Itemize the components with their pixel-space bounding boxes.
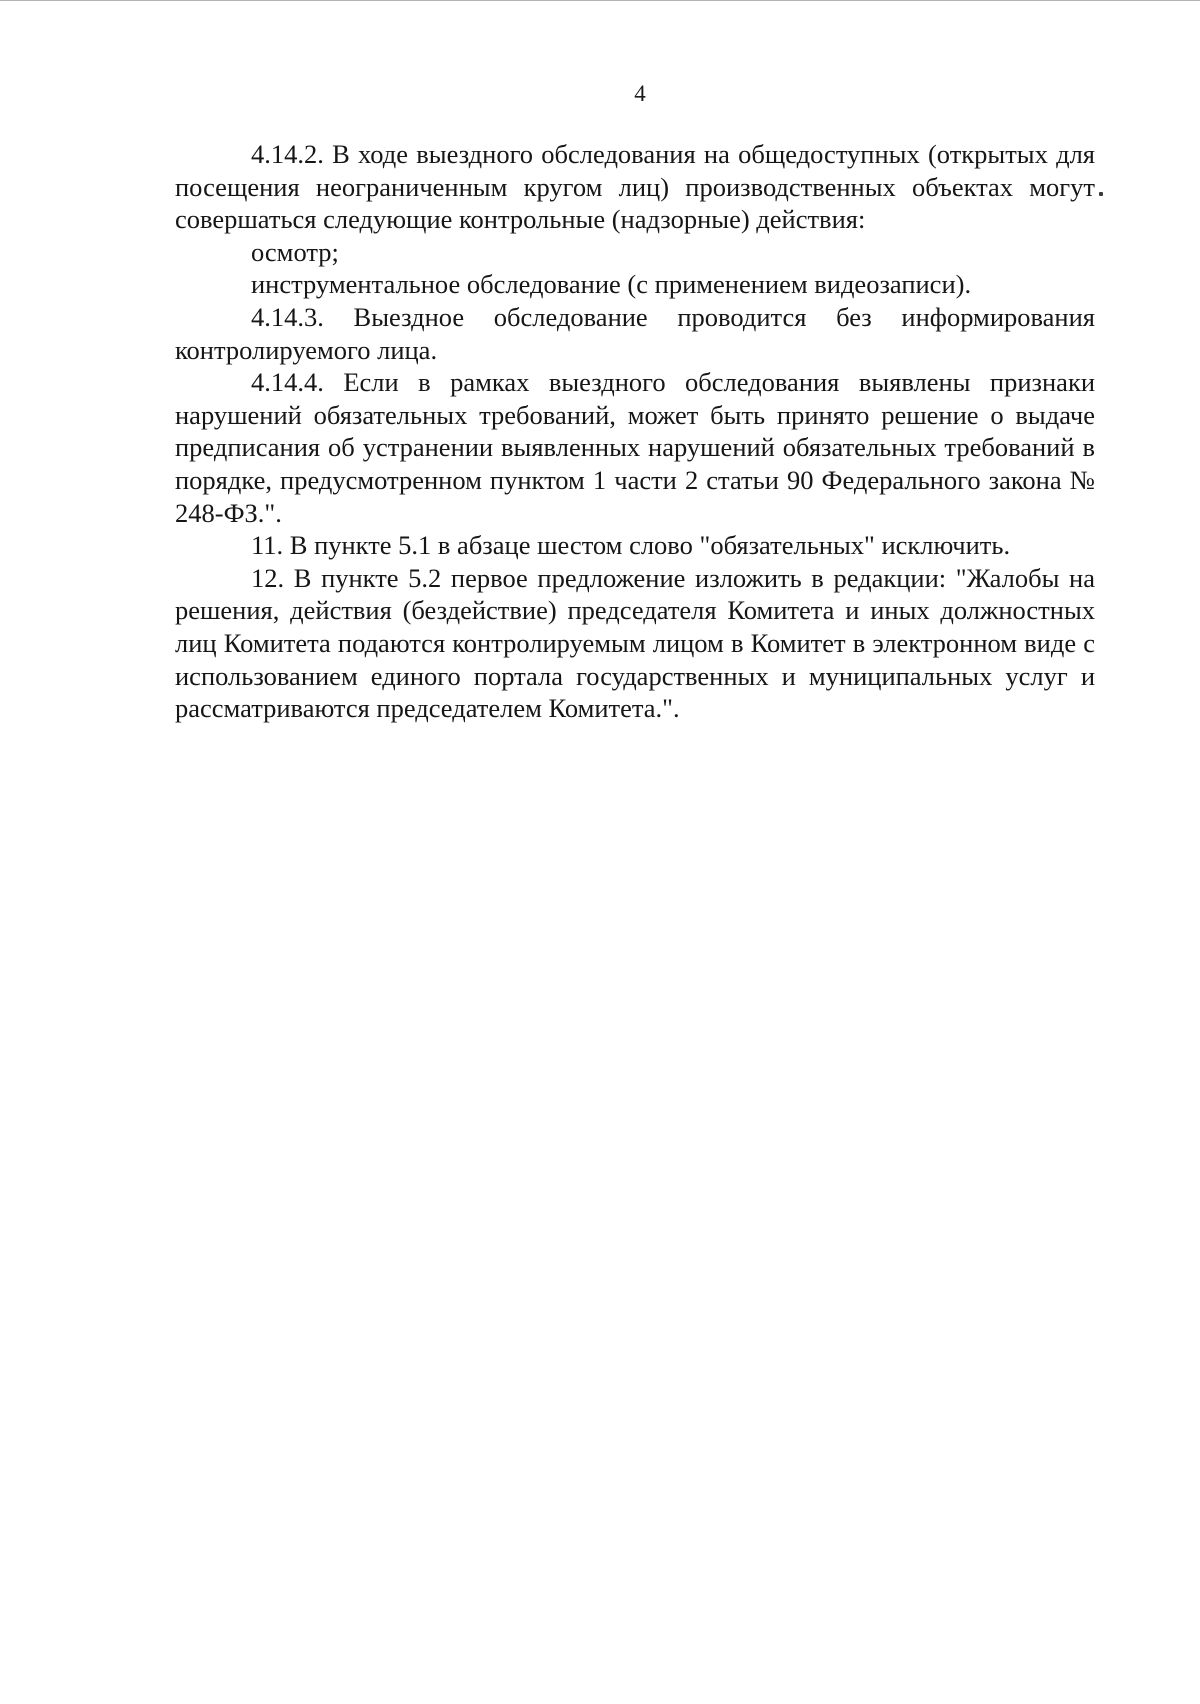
paragraph-4-14-4: 4.14.4. Если в рамках выездного обследования выявлены признаки нарушений обязательных требований, может быть принято решение о выдаче предписания об устранении выявленных нарушений обязательных требований в порядке, предусмотренном пунктом 1 части 2 статьи 90 Федерального закона № 248-ФЗ.".	[175, 367, 1095, 528]
page-number: 4	[634, 81, 646, 106]
paragraph-osmotr: осмотр;	[251, 236, 339, 267]
scan-dot-mark	[1099, 192, 1103, 196]
paragraph-item-11: 11. В пункте 5.1 в абзаце шестом слово "обязательных" исключить.	[251, 530, 1011, 561]
paragraph-item-12: 12. В пункте 5.2 первое предложение изложить в редакции: "Жалобы на решения, действия (бездействие) председателя Комитета и иных должностных лиц Комитета подаются контролируемым лицом в Комитет в электронном виде с использованием единого портала государственных и муниципальных услуг и рассматриваются председателем Комитета.".	[175, 562, 1095, 724]
document-body	[175, 138, 1095, 725]
paragraph-instrumental-survey: инструментальное обследование (с применением видеозаписи).	[251, 269, 972, 300]
paragraph-4-14-3: 4.14.3. Выездное обследование проводится без информирования контролируемого лица.	[175, 301, 1095, 365]
paragraph-4-14-2: 4.14.2. В ходе выездного обследования на общедоступных (открытых для посещения неограниченным кругом лиц) производственных объектах могут совершаться следующие контрольные (надзорные) действия:	[175, 139, 1095, 235]
